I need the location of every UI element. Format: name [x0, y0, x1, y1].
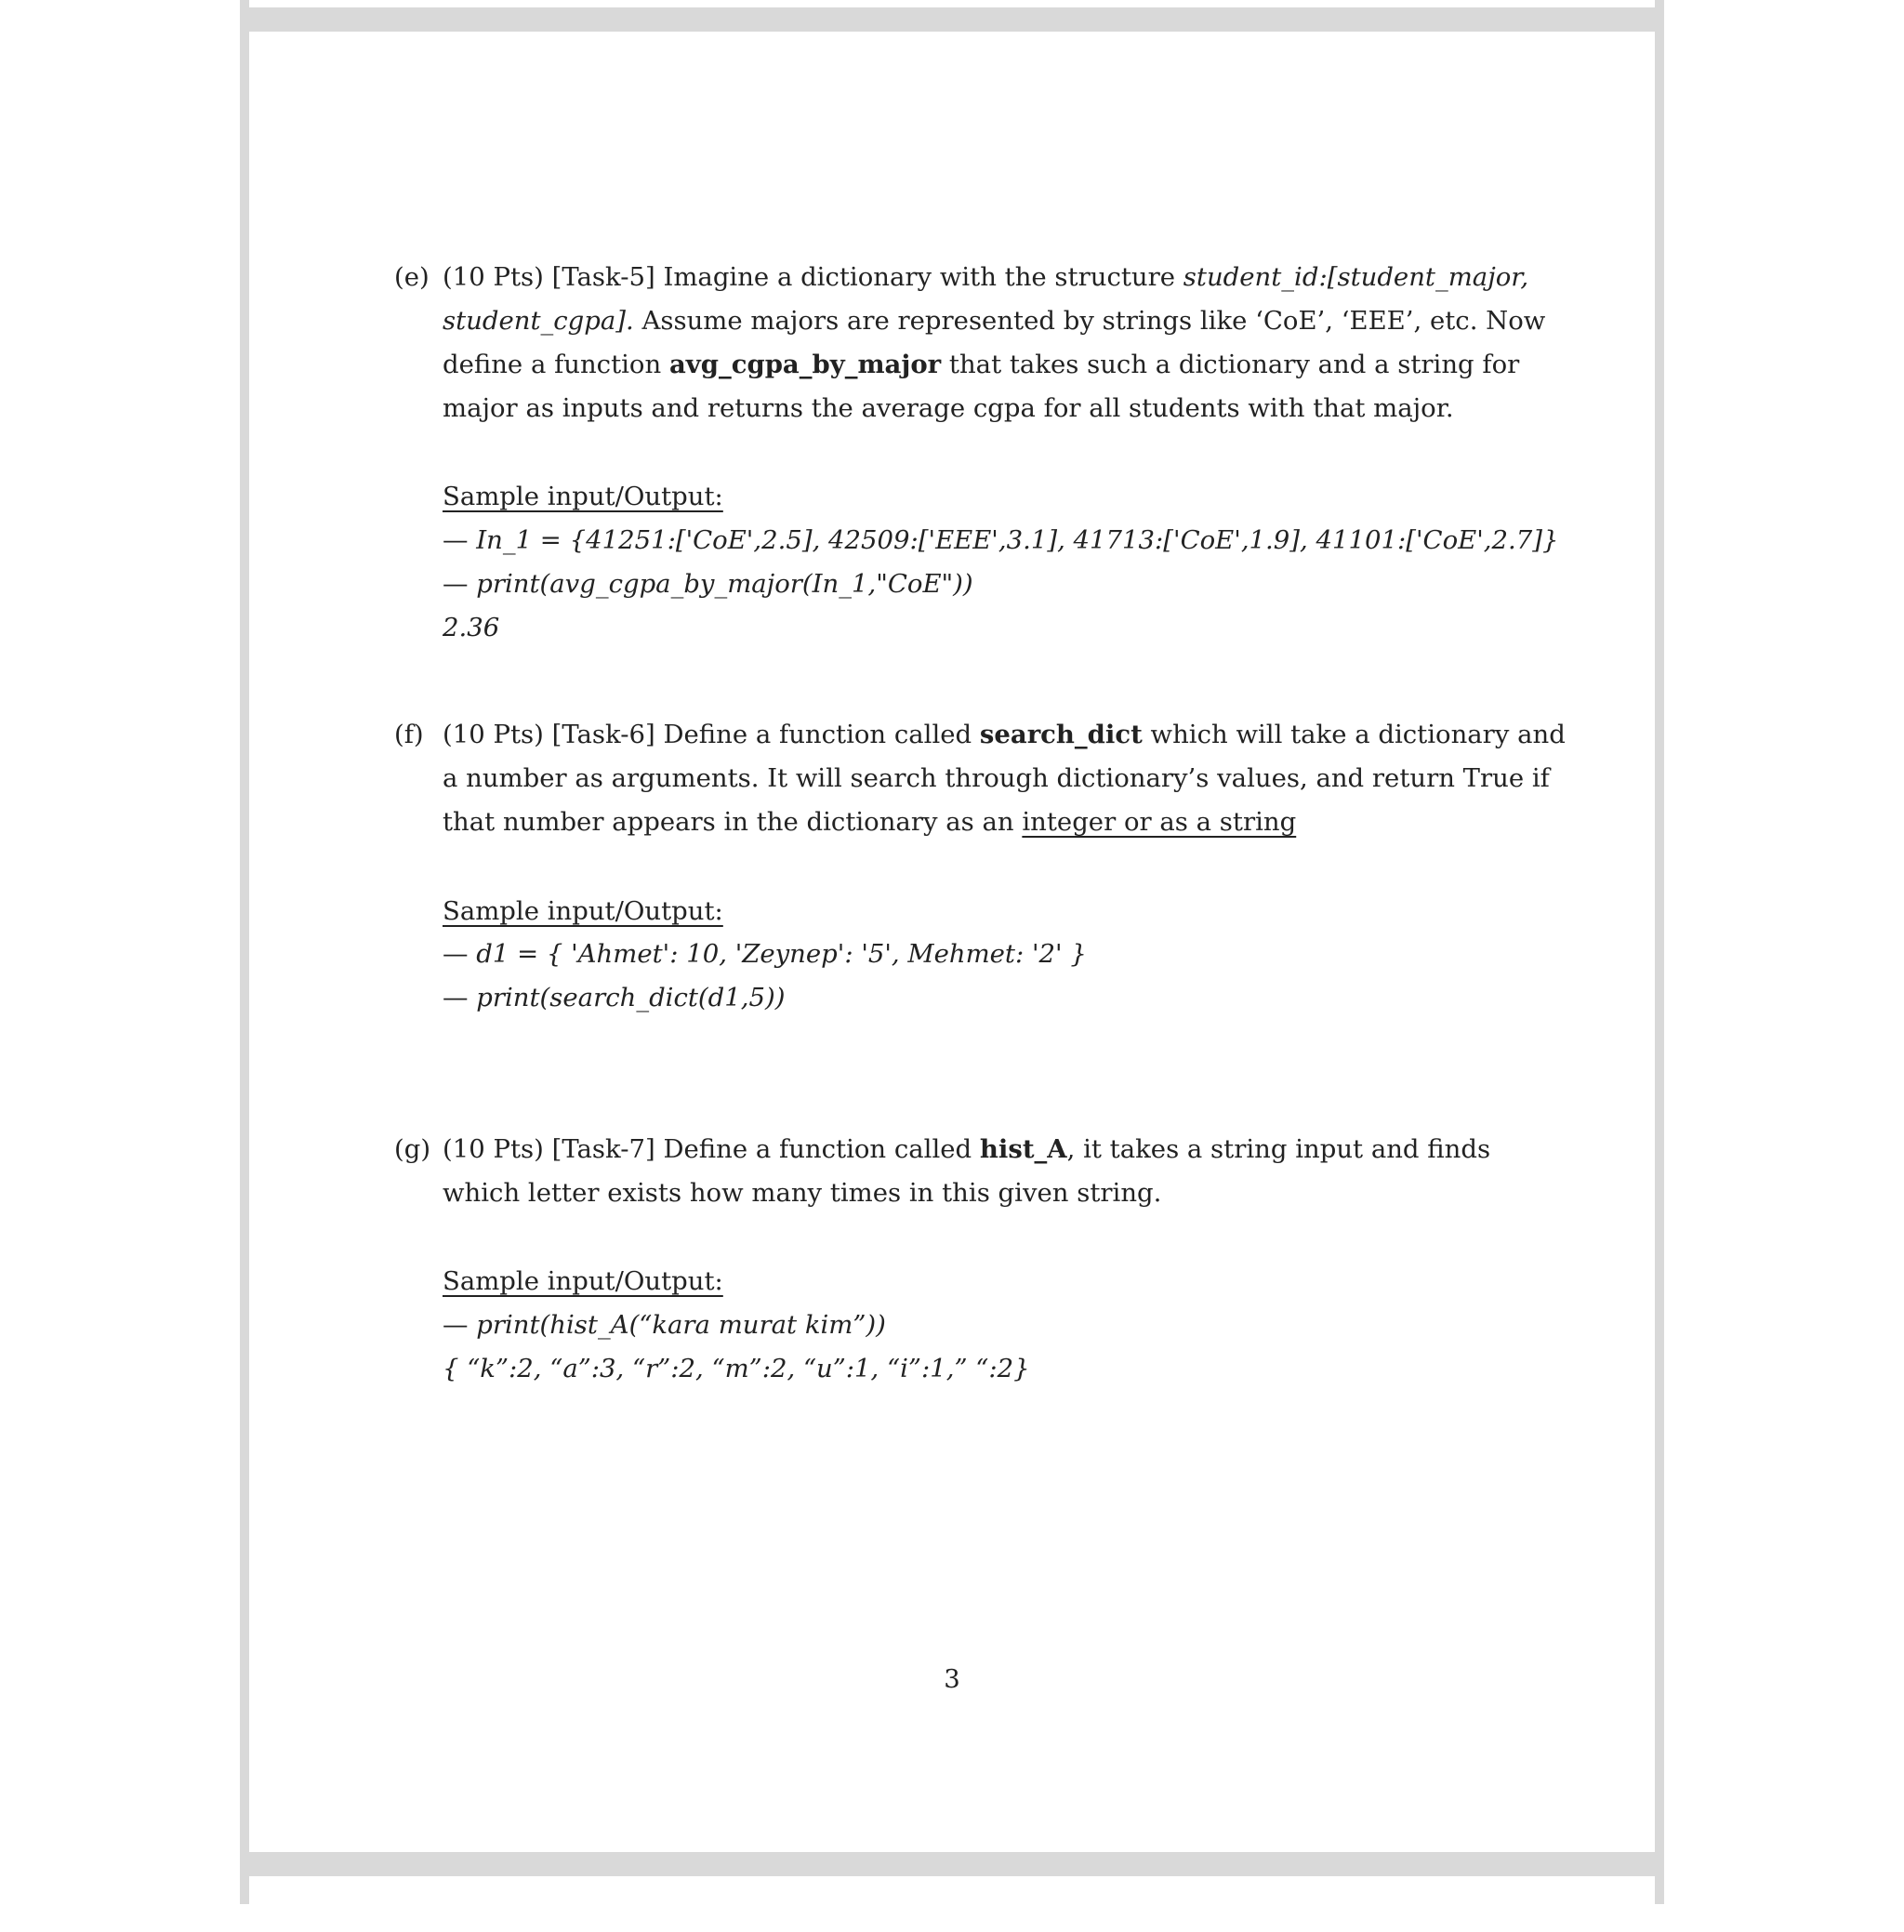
document-viewer[interactable]	[240, 0, 1664, 1904]
task-g-sample-heading: Sample input/Output:	[443, 1266, 723, 1296]
task-f-line-3: that number appears in the dictionary as an integer or as a string	[443, 807, 1297, 837]
task-f-label: (f)	[394, 720, 424, 749]
function-name-avg-cgpa-by-major: avg_cgpa_by_major	[668, 350, 942, 379]
task-g-sample-output: { “k”:2, “a”:3, “r”:2, “m”:2, “u”:1, “i”:1,” “:2}	[443, 1354, 1030, 1383]
task-e-line-3: define a function avg_cgpa_by_major that takes such a dictionary and a string for	[443, 350, 1520, 379]
page-number: 3	[944, 1664, 960, 1694]
task-e-sample-line-1: — In_1 = {41251:['CoE',2.5], 42509:['EEE',3.1], 41713:['CoE',1.9], 41101:['CoE',2.7]}	[443, 525, 1559, 555]
task-f-sample-heading: Sample input/Output:	[443, 896, 723, 926]
task-g-label: (g)	[394, 1134, 431, 1164]
emphasis-integer-or-string: integer or as a string	[1022, 807, 1297, 837]
function-name-hist-a: hist_A	[979, 1134, 1067, 1164]
task-e-line-1: (10 Pts) [Task-5] Imagine a dictionary with the structure student_id:[student_major,	[443, 262, 1529, 292]
task-g-sample-line-1: — print(hist_A(“kara murat kim”))	[443, 1310, 886, 1340]
task-e-line-4: major as inputs and returns the average cgpa for all students with that major.	[443, 393, 1454, 423]
task-f-line-1: (10 Pts) [Task-6] Define a function called search_dict which will take a dictionary and	[443, 720, 1566, 749]
task-e-line-2: student_cgpa]. Assume majors are represented by strings like ‘CoE’, ‘EEE’, etc. Now	[443, 306, 1546, 336]
function-name-search-dict: search_dict	[979, 720, 1143, 749]
task-e-label: (e)	[394, 262, 430, 292]
previous-page-edge	[249, 0, 1655, 7]
task-e-sample-heading: Sample input/Output:	[443, 482, 723, 511]
task-e-sample-line-2: — print(avg_cgpa_by_major(In_1,"CoE"))	[443, 569, 973, 599]
document-page	[249, 32, 1655, 1852]
task-f-sample-line-1: — d1 = { 'Ahmet': 10, 'Zeynep': '5', Mehmet: '2' }	[443, 939, 1087, 969]
task-f-line-2: a number as arguments. It will search through dictionary’s values, and return True if	[443, 763, 1550, 793]
task-g-line-1: (10 Pts) [Task-7] Define a function called hist_A, it takes a string input and finds	[443, 1134, 1491, 1164]
task-e-sample-output: 2.36	[443, 613, 500, 642]
next-page-edge	[249, 1876, 1655, 1932]
task-g-line-2: which letter exists how many times in this given string.	[443, 1178, 1162, 1208]
task-f-sample-line-2: — print(search_dict(d1,5))	[443, 983, 786, 1012]
